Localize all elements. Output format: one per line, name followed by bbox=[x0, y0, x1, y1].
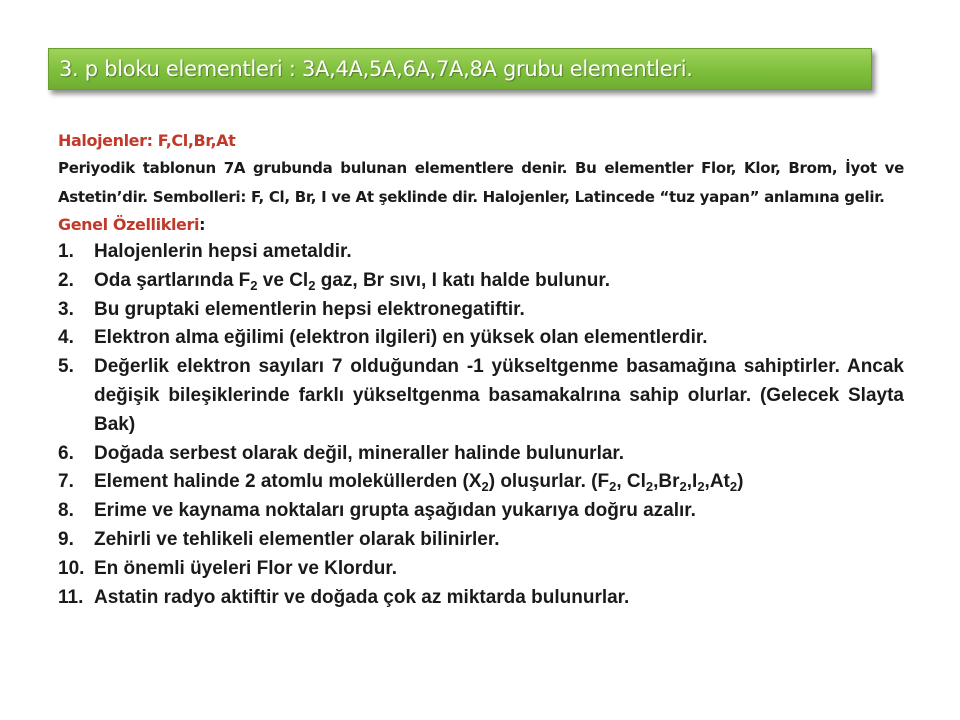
list-text: Doğada serbest olarak değil, mineraller halinde bulunurlar. bbox=[94, 442, 625, 464]
list-text: ) bbox=[737, 471, 744, 493]
list-number: 5. bbox=[58, 356, 74, 378]
list-number: 1. bbox=[58, 241, 74, 262]
subscript: 2 bbox=[308, 277, 316, 293]
list-item bbox=[58, 526, 904, 555]
list-number: 2. bbox=[58, 269, 74, 291]
list-item bbox=[58, 324, 904, 353]
list-text: Element halinde 2 atomlu moleküllerden (X bbox=[94, 471, 482, 493]
genel-heading bbox=[58, 212, 904, 238]
list-item bbox=[58, 584, 904, 613]
list-text: , Cl bbox=[616, 471, 646, 493]
list-text: Halojenlerin hepsi ametaldir. bbox=[94, 241, 352, 262]
list-text: gaz, Br sıvı, I katı halde bulunur. bbox=[315, 269, 611, 291]
genel-heading-colon: : bbox=[199, 215, 206, 234]
properties-list bbox=[58, 238, 904, 612]
genel-heading-label: Genel Özellikleri bbox=[58, 215, 200, 234]
list-text: Zehirli ve tehlikeli elementler olarak bilinirler. bbox=[94, 528, 500, 550]
list-item bbox=[58, 497, 904, 526]
list-item bbox=[58, 555, 904, 584]
list-text: ,Br bbox=[653, 471, 680, 493]
list-text: ) oluşurlar. (F bbox=[488, 471, 610, 493]
list-number: 11. bbox=[58, 586, 84, 608]
list-text: En önemli üyeleri Flor ve Klordur. bbox=[94, 557, 398, 579]
slide-title: 3. p bloku elementleri : 3A,4A,5A,6A,7A,8A grubu elementleri. bbox=[59, 57, 693, 81]
list-number: 3. bbox=[58, 298, 74, 320]
list-number: 9. bbox=[58, 528, 74, 550]
subscript: 2 bbox=[250, 277, 258, 293]
list-item bbox=[58, 238, 904, 267]
subscript: 2 bbox=[679, 479, 687, 495]
subscript: 2 bbox=[481, 479, 489, 495]
list-number: 6. bbox=[58, 442, 74, 464]
list-text: Oda şartlarında F bbox=[94, 269, 251, 291]
list-text: Erime ve kaynama noktaları grupta aşağıdan yukarıya doğru azalır. bbox=[94, 500, 696, 522]
title-bar bbox=[48, 48, 872, 90]
list-item bbox=[58, 353, 904, 439]
list-item bbox=[58, 267, 904, 296]
list-text: ,I bbox=[686, 471, 698, 493]
list-item bbox=[58, 468, 904, 497]
list-text: ve Cl bbox=[257, 269, 309, 291]
list-item bbox=[58, 296, 904, 325]
intro-paragraph: Periyodik tablonun 7A grubunda bulunan elementlere denir. Bu elementler Flor, Klor, Brom, İyot ve Astetin’dir. Sembolleri: F, Cl, Br, I ve At şeklinde dir. Halojenler, Latincede “tuz yapan” anlamına gelir. bbox=[58, 159, 904, 206]
list-number: 4. bbox=[58, 327, 74, 349]
subscript: 2 bbox=[645, 479, 654, 495]
subscript: 2 bbox=[609, 479, 617, 495]
list-number: 10. bbox=[58, 557, 85, 579]
list-number: 7. bbox=[58, 471, 74, 493]
list-text: Değerlik elektron sayıları 7 olduğundan -1 yükseltgenme basamağına sahiptirler. Ancak değişik bileşiklerinde farklı yükseltgenma basamakalrına sahip olurlar. (Gelecek Slayta Bak) bbox=[94, 356, 904, 435]
list-item bbox=[58, 440, 904, 469]
halojen-heading: Halojenler: F,Cl,Br,At bbox=[58, 131, 236, 150]
slide-content bbox=[58, 128, 904, 612]
list-text: ,At bbox=[704, 471, 730, 493]
subscript: 2 bbox=[729, 479, 738, 495]
list-text: Elektron alma eğilimi (elektron ilgileri) en yüksek olan elementlerdir. bbox=[94, 327, 708, 349]
list-number: 8. bbox=[58, 500, 74, 522]
list-text: Astatin radyo aktiftir ve doğada çok az miktarda bulunurlar. bbox=[94, 586, 630, 608]
list-text: Bu gruptaki elementlerin hepsi elektronegatiftir. bbox=[94, 298, 525, 320]
subscript: 2 bbox=[697, 479, 705, 495]
